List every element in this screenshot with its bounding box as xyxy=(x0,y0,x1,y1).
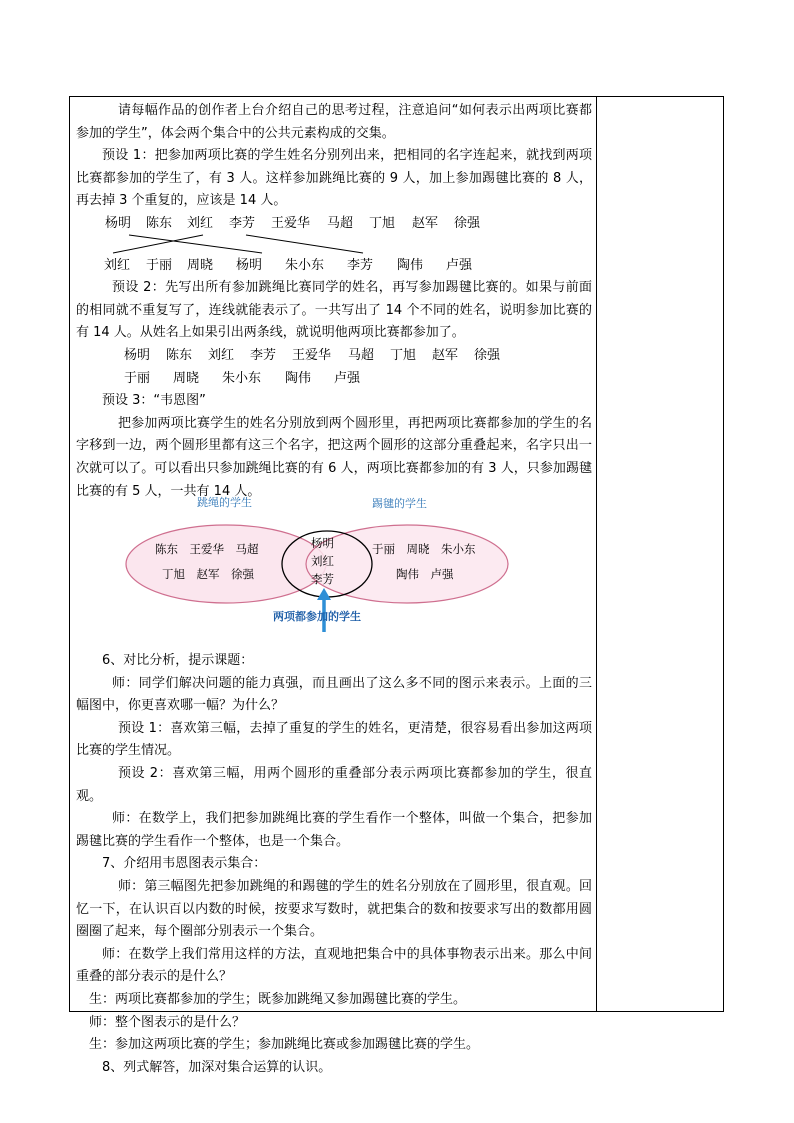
name-item: 朱小东 xyxy=(222,370,262,386)
name-item: 卢强 xyxy=(446,257,473,273)
paragraph: 请每幅作品的创作者上台介绍自己的思考过程，注意追问“如何表示出两项比赛都参加的学生”，体会两个集合中的公共元素构成的交集。 xyxy=(76,103,592,141)
both-name: 李芳 xyxy=(311,572,334,587)
paragraph: 预设 2：先写出所有参加跳绳比赛同学的姓名，再写参加踢毽比赛的。如果与前面的相同就不重复写了，连线就能表示了。一共写出了 14 个不同的姓名，说明参加比赛的有 14 人。从姓名上如果引出两条线，就说明他两项比赛都参加了。 xyxy=(76,280,592,341)
paragraph: 师：在数学上我们常用这样的方法，直观地把集合中的具体事物表示出来。那么中间重叠的部分表示的是什么？ xyxy=(76,946,592,985)
paragraph: 师：第三幅图先把参加跳绳的和踢毽的学生的姓名分别放在了圆形里，很直观。回忆一下，在认识百以内数的时候，按要求写数时，就把集合的数和按要求写出的数都用圆圈圈了起来，每个圈部分别表示一个集合。 xyxy=(76,879,592,940)
name-item: 卢强 xyxy=(334,370,361,386)
paragraph: 生：两项比赛都参加的学生；既参加跳绳又参加踢毽比赛的学生。 xyxy=(89,992,467,1007)
name-item: 刘红 xyxy=(208,347,235,363)
both-arrow-label: 两项都参加的学生 xyxy=(273,610,361,624)
name-item: 朱小东 xyxy=(285,257,325,273)
rope-circle-title: 跳绳的学生 xyxy=(197,496,252,510)
link-line xyxy=(129,235,262,253)
shuttle-only-line1: 于丽 周晓 朱小东 xyxy=(372,542,476,557)
paragraph: 生：参加这两项比赛的学生；参加跳绳比赛或参加踢毽比赛的学生。 xyxy=(89,1037,480,1053)
paragraph: 7、介绍用韦恩图表示集合： xyxy=(102,856,267,872)
table-column-divider xyxy=(596,96,597,1012)
name-item: 杨明 xyxy=(236,257,263,273)
paragraph: 预设 3：“韦恩图” xyxy=(102,393,206,409)
rope-only-line2: 丁旭 赵军 徐强 xyxy=(162,567,254,582)
name-item: 陈东 xyxy=(166,347,193,363)
name-item: 陶伟 xyxy=(285,370,312,386)
name-matching-diagram xyxy=(76,213,592,277)
name-item: 徐强 xyxy=(474,347,501,363)
name-item: 赵军 xyxy=(412,215,439,231)
link-line xyxy=(246,235,363,253)
name-item: 刘红 xyxy=(187,215,214,231)
both-name: 杨明 xyxy=(311,536,334,551)
name-item: 于丽 xyxy=(146,257,173,273)
name-item: 杨明 xyxy=(124,347,151,363)
name-item: 赵军 xyxy=(432,347,459,363)
name-row-shuttle xyxy=(76,255,592,278)
lesson-content xyxy=(76,100,592,1079)
arrow-icon xyxy=(317,588,331,600)
name-row-shuttle-2 xyxy=(76,368,592,391)
paragraph: 6、对比分析，提示课题： xyxy=(102,653,254,669)
paragraph: 师：同学们解决问题的能力真强，而且画出了这么多不同的图示来表示。上面的三幅图中，你更喜欢哪一幅？为什么？ xyxy=(76,675,592,714)
name-item: 丁旭 xyxy=(390,347,417,363)
name-item: 周晓 xyxy=(187,257,214,273)
venn-diagram xyxy=(76,496,592,650)
venn-graphic xyxy=(76,504,592,650)
shuttle-only-line2: 陶伟 卢强 xyxy=(396,567,454,582)
paragraph: 预设 1：把参加两项比赛的学生姓名分别列出来，把相同的名字连起来，就找到两项比赛都参加的学生了，有 3 人。这样参加跳绳比赛的 9 人，加上参加踢毽比赛的 8 人，再去掉 3 个重复的，应该是 14 人。 xyxy=(76,148,592,209)
name-item: 马超 xyxy=(348,347,375,363)
name-item: 周晓 xyxy=(173,370,200,386)
paragraph: 师：在数学上，我们把参加跳绳比赛的学生看作一个整体，叫做一个集合，把参加踢毽比赛的学生看作一个整体，也是一个集合。 xyxy=(76,811,592,849)
link-line xyxy=(113,235,203,253)
paragraph: 8、列式解答，加深对集合运算的认识。 xyxy=(102,1059,332,1075)
rope-only-line1: 陈东 王爱华 马超 xyxy=(155,542,259,557)
name-item: 王爱华 xyxy=(292,347,332,363)
name-item: 李芳 xyxy=(347,257,374,273)
name-item: 王爱华 xyxy=(271,215,311,231)
shuttlecock-circle-title: 踢毽的学生 xyxy=(372,497,427,511)
name-item: 于丽 xyxy=(124,370,151,386)
rope-circle xyxy=(126,525,326,603)
paragraph: 把参加两项比赛学生的姓名分别放到两个圆形里，再把两项比赛都参加的学生的名字移到一边，两个圆形里都有这三个名字，把这两个圆形的这部分重叠起来，名字只出一次就可以了。可以看出只参加跳绳比赛的有 6 人，两项比赛都参加的有 3 人，只参加踢毽比赛的有 5 人，一共有 14 人。 xyxy=(76,415,592,499)
both-name: 刘红 xyxy=(311,554,334,569)
name-item: 陶伟 xyxy=(397,257,424,273)
name-item: 李芳 xyxy=(250,347,277,363)
name-row-rope-2 xyxy=(76,345,592,368)
name-item: 丁旭 xyxy=(369,215,396,231)
name-item: 陈东 xyxy=(146,215,173,231)
name-item: 马超 xyxy=(327,215,354,231)
name-item: 杨明 xyxy=(105,215,132,231)
name-item: 徐强 xyxy=(454,215,481,231)
name-item: 李芳 xyxy=(229,215,256,231)
connecting-lines xyxy=(76,233,592,255)
name-item: 刘红 xyxy=(104,257,131,273)
paragraph: 预设 2：喜欢第三幅，用两个圆形的重叠部分表示两项比赛都参加的学生，很直观。 xyxy=(76,766,592,804)
paragraph: 师：整个图表示的是什么？ xyxy=(89,1014,246,1030)
paragraph: 预设 1：喜欢第三幅，去掉了重复的学生的姓名，更清楚，很容易看出参加这两项比赛的学生情况。 xyxy=(76,720,592,759)
shuttlecock-circle xyxy=(306,525,508,603)
